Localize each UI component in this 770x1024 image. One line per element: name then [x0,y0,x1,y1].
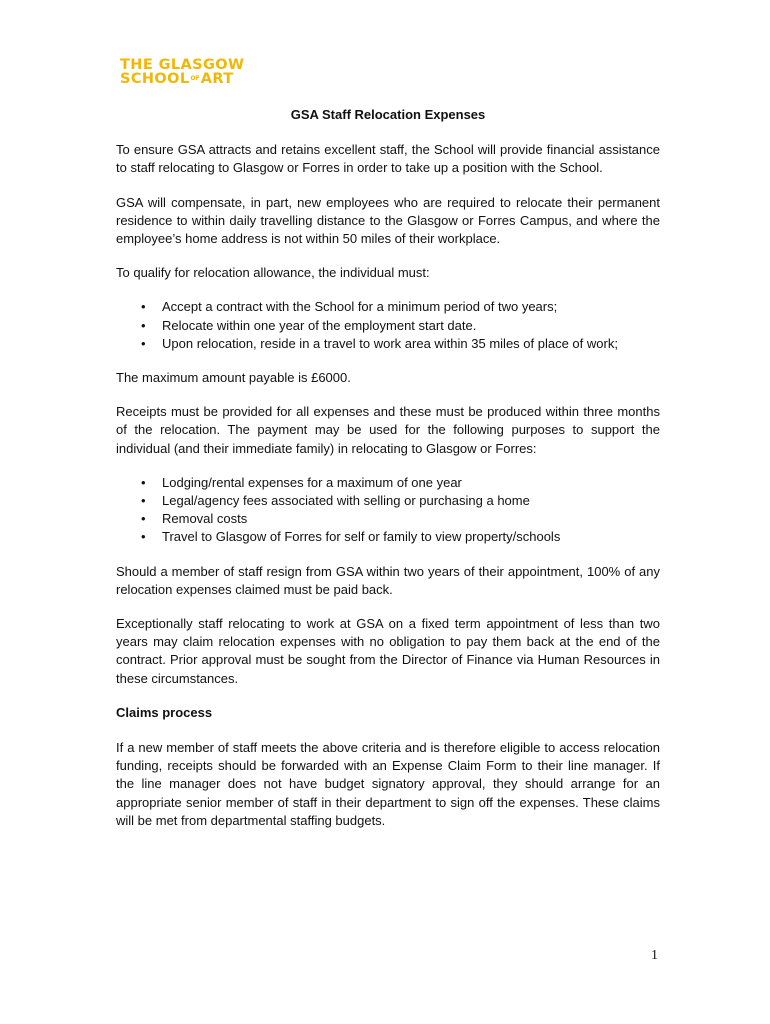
list-item [141,298,660,316]
page-number: 1 [651,948,658,963]
logo-school: SCHOOL [120,71,190,87]
list-item-text: Travel to Glasgow of Forres for self or family to view property/schools [162,529,561,545]
list-item-text: Removal costs [162,511,248,527]
list-item-text: Legal/agency fees associated with selling or purchasing a home [162,493,530,509]
list-item [141,492,660,510]
bullet-icon: • [141,317,146,333]
paragraph-receipts: Receipts must be provided for all expenses and these must be produced within three months of the relocation. The payment may be used for the following purposes to support the individual (and their immediate family) in relocating to Glasgow or Forres: [116,404,660,456]
paragraph-intro: To ensure GSA attracts and retains excellent staff, the School will provide financial assistance to staff relocating to Glasgow or Forres in order to take up a position with the School. [116,142,660,176]
paragraph-maximum: The maximum amount payable is £6000. [116,370,351,386]
bullet-icon: • [141,511,146,527]
paragraph-qualify-intro: To qualify for relocation allowance, the individual must: [116,265,430,281]
bullet-icon: • [141,474,146,490]
document-title: GSA Staff Relocation Expenses [290,107,486,122]
list-item [141,335,660,353]
list-item [141,317,660,335]
bullet-icon: • [141,529,146,545]
list-item [141,528,660,546]
list-item [141,474,660,492]
logo-line-2 [120,72,260,86]
list-item-text: Lodging/rental expenses for a maximum of one year [162,474,462,490]
qualify-list [116,298,660,353]
paragraph-fixed-term: Exceptionally staff relocating to work at GSA on a fixed term appointment of less than two years may claim relocation expenses with no obligation to pay them back at the end of the contract. Prior approval must be sought from the Director of Finance via Human Resources in these circumstances. [116,616,660,686]
bullet-icon: • [141,335,146,351]
logo-line-1: THE GLASGOW [120,57,245,73]
paragraph-compensation: GSA will compensate, in part, new employees who are required to relocate their permanent residence to within daily travelling distance to the Glasgow or Forres Campus, and where the employee’s home address is not within 50 miles of their workplace. [116,194,660,247]
list-item [141,510,660,528]
logo-of: OF [190,75,200,82]
list-item-text: Upon relocation, reside in a travel to work area within 35 miles of place of work; [162,335,618,351]
claims-heading: Claims process [116,704,213,720]
gsa-logo [120,58,260,86]
purposes-list [116,474,660,547]
bullet-icon: • [141,299,146,315]
paragraph-claims: If a new member of staff meets the above criteria and is therefore eligible to access relocation funding, receipts should be forwarded with an Expense Claim Form to their line manager. If the line manager does not have budget signatory approval, they should arrange for an appropriate senior member of staff in their department to sign off the expenses. These claims will be met from departmental staffing budgets. [116,740,660,828]
document-body [116,106,660,846]
logo-art: ART [200,71,234,87]
paragraph-resign: Should a member of staff resign from GSA within two years of their appointment, 100% of any relocation expenses claimed must be paid back. [116,563,660,597]
list-item-text: Relocate within one year of the employment start date. [162,317,477,333]
bullet-icon: • [141,493,146,509]
list-item-text: Accept a contract with the School for a minimum period of two years; [162,299,558,315]
